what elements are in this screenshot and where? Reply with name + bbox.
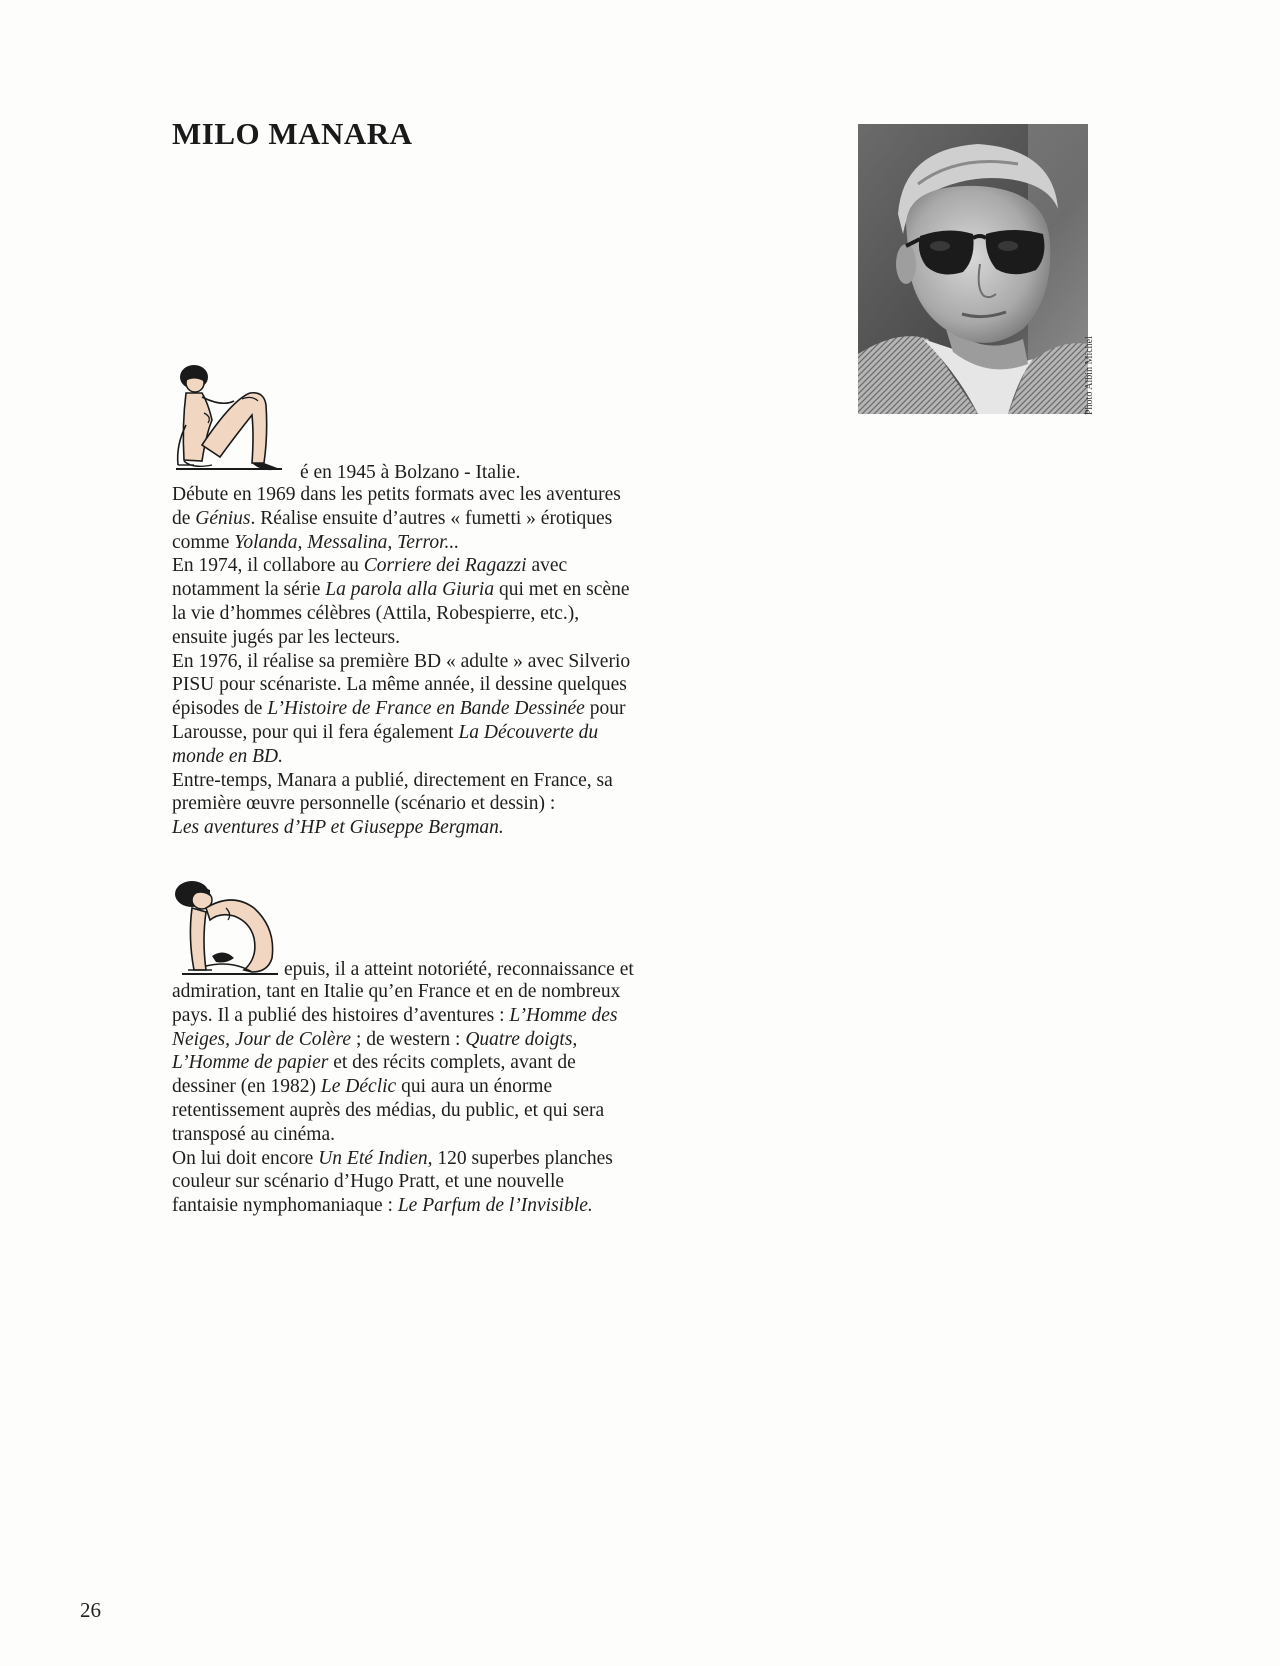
text-line: pays. Il a publié des histoires d’aventures : L’Homme des xyxy=(172,1004,618,1026)
text-line: Neiges, Jour de Colère ; de western : Quatre doigts, xyxy=(172,1028,578,1050)
italic-title: Corriere dei Ragazzi xyxy=(363,555,527,577)
italic-title: Yolanda, Messalina, Terror... xyxy=(234,531,460,553)
text-line: première œuvre personnelle (scénario et dessin) : xyxy=(172,793,556,815)
italic-title: Neiges, Jour de Colère xyxy=(172,1028,352,1050)
dropcap-row xyxy=(172,365,732,483)
italic-title: Génius xyxy=(195,507,251,529)
italic-title: Les aventures d’HP et Giuseppe Bergman. xyxy=(172,817,504,839)
dropcap-n-figure-illustration xyxy=(172,365,292,483)
text-line: la vie d’hommes célèbres (Attila, Robespierre, etc.), xyxy=(172,602,580,624)
text-line: couleur sur scénario d’Hugo Pratt, et une nouvelle xyxy=(172,1171,565,1193)
dropcap-d-figure-illustration xyxy=(172,878,287,980)
italic-title: L’Histoire de France en Bande Dessinée xyxy=(267,698,585,720)
text-line: retentissement auprès des médias, du public, et qui sera xyxy=(172,1099,605,1121)
text-line: Débute en 1969 dans les petits formats avec les aventures xyxy=(172,484,621,505)
italic-title: L’Homme de papier xyxy=(172,1052,329,1074)
photo-credit: Photo Albin Michel xyxy=(1084,336,1095,415)
italic-title: La Découverte du xyxy=(458,721,599,743)
portrait-illustration xyxy=(858,124,1088,414)
italic-title: monde en BD. xyxy=(172,745,284,767)
section1-paragraph xyxy=(172,483,732,840)
text-line: notamment la série La parola alla Giuria qui met en scène xyxy=(172,579,630,601)
text-line: transposé au cinéma. xyxy=(172,1123,335,1145)
italic-title: Quatre doigts, xyxy=(465,1028,578,1050)
text-line: En 1976, il réalise sa première BD « adulte » avec Silverio xyxy=(172,650,631,672)
italic-title: La parola alla Giuria xyxy=(325,579,495,601)
section2-first-line: epuis, il a atteint notoriété, reconnaissance et xyxy=(284,959,634,981)
italic-title: Le Parfum de l’Invisible. xyxy=(397,1195,593,1217)
section2-paragraph xyxy=(172,980,732,1218)
text-line: épisodes de L’Histoire de France en Bande Dessinée pour xyxy=(172,698,626,720)
text-line: de Génius. Réalise ensuite d’autres « fumetti » érotiques xyxy=(172,507,613,529)
text-line: dessiner (en 1982) Le Déclic qui aura un énorme xyxy=(172,1076,553,1098)
page-title: MILO MANARA xyxy=(172,116,413,151)
text-line: On lui doit encore Un Eté Indien, 120 superbes planches xyxy=(172,1147,613,1169)
text-line: En 1974, il collabore au Corriere dei Ragazzi avec xyxy=(172,555,568,577)
text-line xyxy=(172,816,732,840)
text-line: fantaisie nymphomaniaque : Le Parfum de l’Invisible. xyxy=(172,1195,593,1217)
dropcap-row xyxy=(172,878,732,980)
biography-section-2 xyxy=(172,878,732,1218)
text-line: comme Yolanda, Messalina, Terror... xyxy=(172,531,460,553)
text-line: PISU pour scénariste. La même année, il dessine quelques xyxy=(172,674,627,696)
biography-section-1 xyxy=(172,365,732,840)
italic-title: L’Homme des xyxy=(509,1004,618,1026)
italic-title: Le Déclic xyxy=(320,1076,397,1098)
text-line: admiration, tant en Italie qu’en France et en de nombreux xyxy=(172,981,621,1002)
text-line xyxy=(172,745,732,769)
author-portrait-photo xyxy=(858,124,1088,414)
page-number: 26 xyxy=(80,1598,101,1622)
italic-title: Un Eté Indien xyxy=(318,1147,428,1169)
text-line: ensuite jugés par les lecteurs. xyxy=(172,626,400,648)
text-line: Larousse, pour qui il fera également La Découverte du xyxy=(172,721,599,743)
section1-first-line: é en 1945 à Bolzano - Italie. xyxy=(300,462,521,484)
text-line: Entre-temps, Manara a publié, directement en France, sa xyxy=(172,769,613,791)
text-line: L’Homme de papier et des récits complets, avant de xyxy=(172,1052,576,1074)
